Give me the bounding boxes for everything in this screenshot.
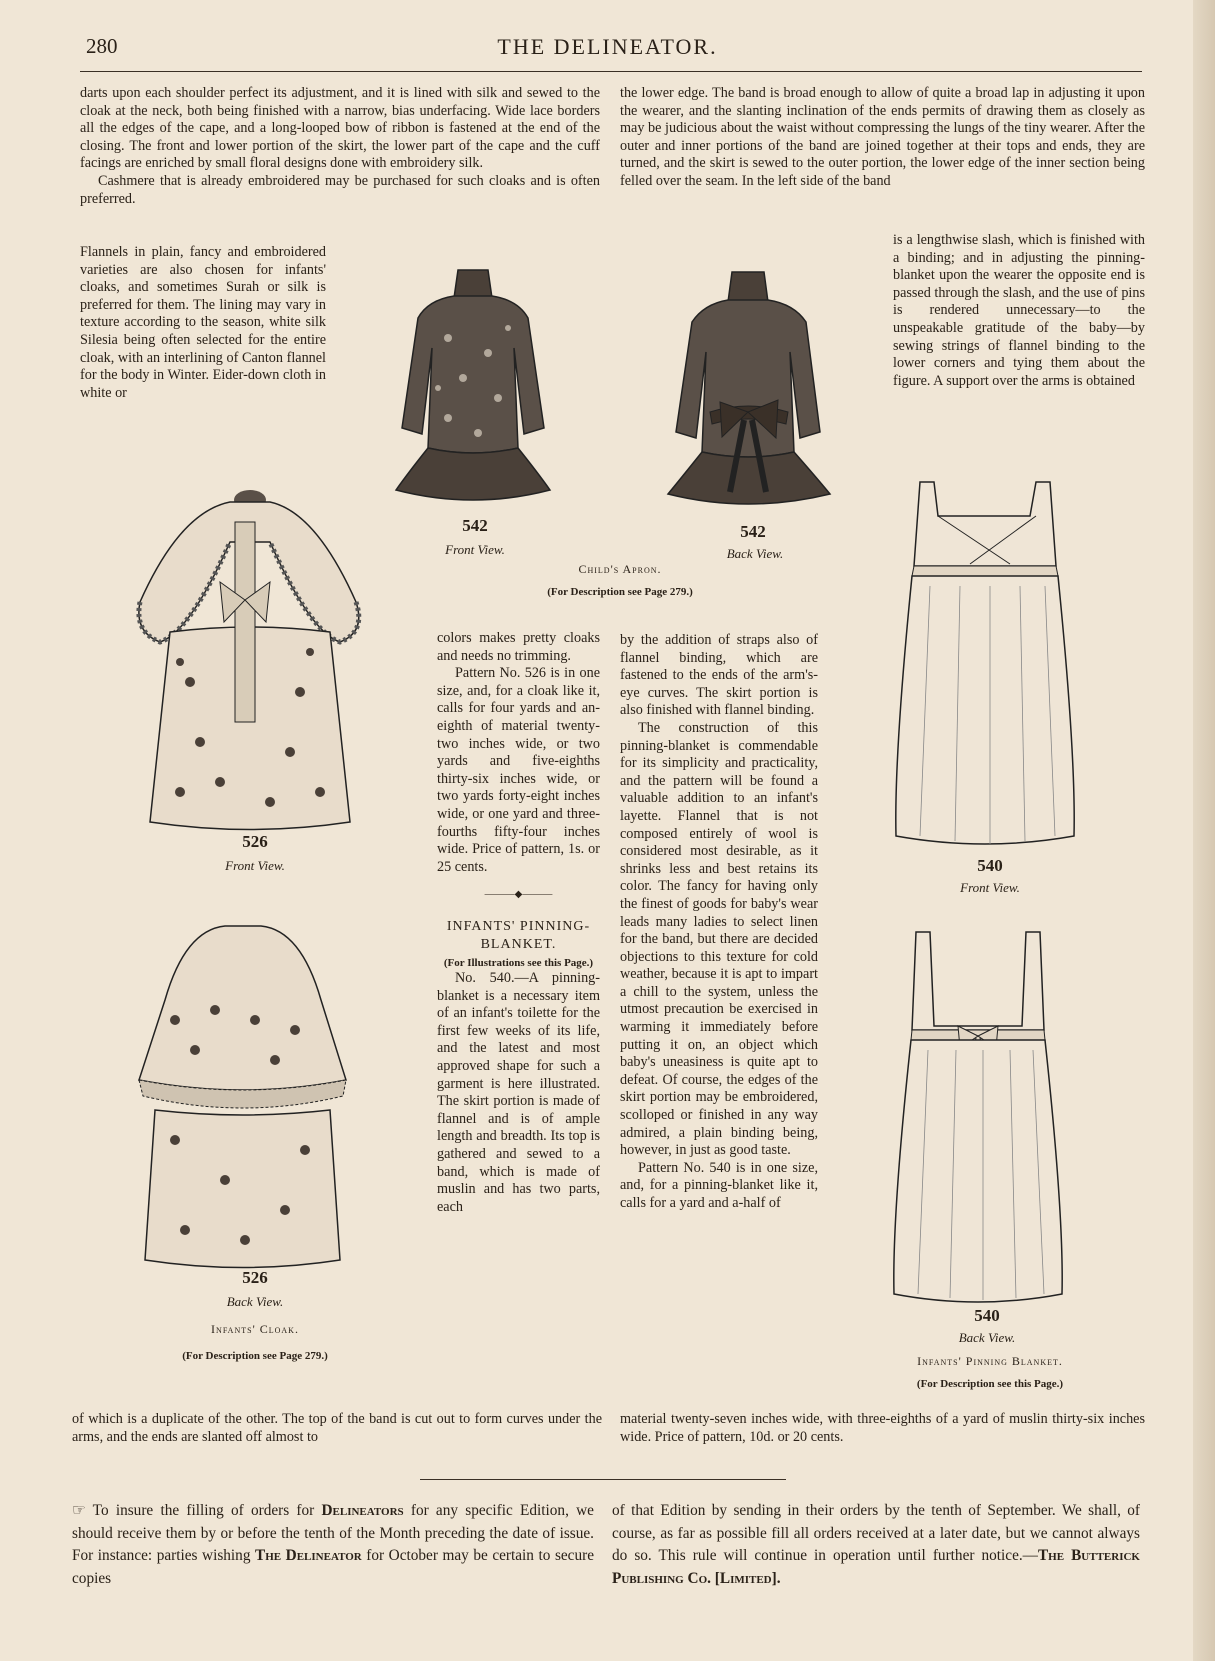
childs-apron-caption: Child's Apron. xyxy=(578,562,662,576)
notice-text: for October may be certain to secure copies xyxy=(72,1547,595,1587)
pinning-blanket-front-illustration xyxy=(890,476,1080,851)
top-right-text xyxy=(620,85,1145,191)
view-label-back: Back View. xyxy=(726,546,784,561)
left-narrow-text xyxy=(80,244,326,402)
paragraph: material twenty-seven inches wide, with three-eighths of a yard of muslin thirty-six inches wide. Price of pattern, 10d. or 20 cents. xyxy=(620,1411,1145,1445)
notice-text: To insure the filling of orders for xyxy=(92,1502,322,1519)
paragraph: Cashmere that is already embroidered may be purchased for such cloaks and is often preferred. xyxy=(80,172,600,207)
paragraph: of which is a duplicate of the other. The top of the band is cut out to form curves under the arms, and the ends are slanted off almost to xyxy=(72,1411,602,1445)
infants-cloak-front-illustration xyxy=(120,482,370,832)
page-number: 280 xyxy=(86,34,118,58)
infants-cloak-caption: Infants' Cloak. xyxy=(211,1322,299,1336)
middle-column-b xyxy=(620,632,818,1213)
pinning-blanket-description-ref: (For Description see this Page.) xyxy=(916,1378,1064,1390)
paragraph: darts upon each shoulder perfect its adjustment, and it is lined with silk and sewed to the cloak at the neck, both being finished with a narrow, bias underfacing. Wide lace borders all the edges of the cape, and a long-looped bow of ribbon is fastened at the end of the closing. The front and lower portion of the skirt, the lower part of the cape and the cuff facings are enriched by small floral designs done with embroidery silk. xyxy=(80,85,600,172)
paragraph: Pattern No. 540 is in one size, and, for a pinning-blanket like it, calls for a yard and a-half of xyxy=(620,1159,818,1211)
figure-number-542-front: 542 xyxy=(462,516,488,535)
page-title: THE DELINEATOR. xyxy=(497,34,718,59)
figure-number-526-front: 526 xyxy=(242,832,268,851)
paragraph: by the addition of straps also of flannel binding, which are fastened to the ends of the arm's-eye curves. The skirt portion is also finished with flannel binding. xyxy=(620,632,818,719)
notice-text: for any specific Edition, we should receive them by or before the tenth of the Month preceding the date of issue. For instance: parties wishing xyxy=(72,1502,594,1565)
childs-apron-front-illustration xyxy=(388,258,558,518)
notice-smallcaps: The Butterick Publishing Co. [Limited]. xyxy=(612,1547,1140,1587)
childs-apron-description-ref: (For Description see Page 279.) xyxy=(547,586,693,598)
childs-apron-back-illustration xyxy=(660,262,840,522)
pinning-blanket-caption: Infants' Pinning Blanket. xyxy=(917,1354,1063,1368)
notice-smallcaps: The Delineator xyxy=(255,1547,362,1565)
paragraph: Flannels in plain, fancy and embroidered varieties are also chosen for infants' cloaks, and sometimes Surah or silk is preferred for them. The lining may vary in texture according to the season, white silk Silesia being often selected for the entire cloak, with an interlining of Canton flannel for the body in Winter. Eider-down cloth in white or xyxy=(80,244,326,401)
paragraph: the lower edge. The band is broad enough to allow of quite a broad lap in adjusting it upon the wearer, and the slanting inclination of the ends permits of drawing them as closely as may be judicious about the waist without compressing the lungs of the tiny wearer. After the outer and inner portions of the band are joined together at their tops and ends, they are turned, and the skirt is sewed to the outer portion, the lower edge of the inner section being felled over the seam. In the left side of the band xyxy=(620,85,1145,189)
header-rule xyxy=(80,71,1142,72)
paragraph: No. 540.—A pinning-blanket is a necessary item of an infant's toilette for the first few weeks of its life, and the latest and most approved shape for such a garment is here illustrated. The skirt portion is made of flannel and is of ample length and breadth. Its top is gathered and sewed to a band, which is made of muslin and has two parts, each xyxy=(437,970,600,1215)
view-label-front: Front View. xyxy=(960,880,1020,895)
notice-left xyxy=(72,1500,594,1590)
notice-right xyxy=(612,1500,1140,1590)
bottom-left-text xyxy=(72,1411,602,1446)
pointing-hand-icon: ☞ xyxy=(72,1502,86,1519)
paragraph: The construction of this pinning-blanket is commendable for its simplicity and practicality, and the pattern will be found a valuable addition to an infant's layette. Flannel that is not composed entirely of wool is considered most desirable, as it shrinks less and best retains its color. The fancy for having only the finest of goods for baby's wear leads many ladies to select linen for the band, but there are decided objections to this texture for cold weather, because it is apt to impart a chill to the system, unless the utmost precaution be exercised in warming it immediately before putting it on, an object which baby's uneasiness is quite apt to defeat. Of course, the edges of the skirt portion may be embroidered, scolloped or finished in any way admired, a plain binding being, however, in just as good taste. xyxy=(620,719,818,1159)
infants-cloak-description-ref: (For Description see Page 279.) xyxy=(182,1350,328,1362)
section-rule xyxy=(420,1479,786,1480)
top-left-text xyxy=(80,85,600,208)
view-label-front: Front View. xyxy=(225,858,285,873)
paragraph: is a lengthwise slash, which is finished with a binding; and in adjusting the pinning-blanket upon the wearer the opposite end is passed through the slash, and the use of pins is rendered unnecessary—to the unspeakable gratitude of the baby—by sewing strings of flannel binding to the lower corners and tying them about the figure. A support over the arms is obtained xyxy=(893,232,1145,389)
notice-smallcaps: Delineators xyxy=(321,1502,404,1519)
bottom-right-text xyxy=(620,1411,1145,1446)
figure-number-540-back: 540 xyxy=(974,1306,1000,1325)
infants-cloak-back-illustration xyxy=(135,920,350,1270)
notice-text: of that Edition by sending in their orders by the tenth of September. We shall, of course, as far as possible fill all orders received at a later date, but we cannot always do so. This rule will continue in operation until further notice.— xyxy=(612,1502,1140,1565)
section-title: INFANTS' PINNING-BLANKET. xyxy=(446,918,591,952)
figure-number-542-back: 542 xyxy=(740,522,766,541)
figure-number-526-back: 526 xyxy=(242,1268,268,1287)
paragraph: colors makes pretty cloaks and needs no trimming. xyxy=(437,630,600,664)
figure-number-540-front: 540 xyxy=(977,856,1003,875)
section-divider: ———◆——— xyxy=(484,889,553,901)
paragraph: Pattern No. 526 is in one size, and, for a cloak like it, calls for four yards and an-eighth of material twenty-two inches wide, or two yards and five-eighths thirty-six inches wide, or two yards forty-eight inches wide, or one yard and three-fourths fifty-four inches wide. Price of pattern, 1s. or 25 cents. xyxy=(437,665,600,875)
view-label-back: Back View. xyxy=(958,1330,1016,1345)
right-narrow-text xyxy=(893,232,1145,390)
pinning-blanket-back-illustration xyxy=(888,926,1068,1306)
view-label-back: Back View. xyxy=(226,1294,284,1309)
view-label-front: Front View. xyxy=(445,542,505,557)
middle-column-a xyxy=(437,630,600,1216)
page-spine xyxy=(1193,0,1215,1661)
illustration-ref: (For Illustrations see this Page.) xyxy=(443,957,594,970)
